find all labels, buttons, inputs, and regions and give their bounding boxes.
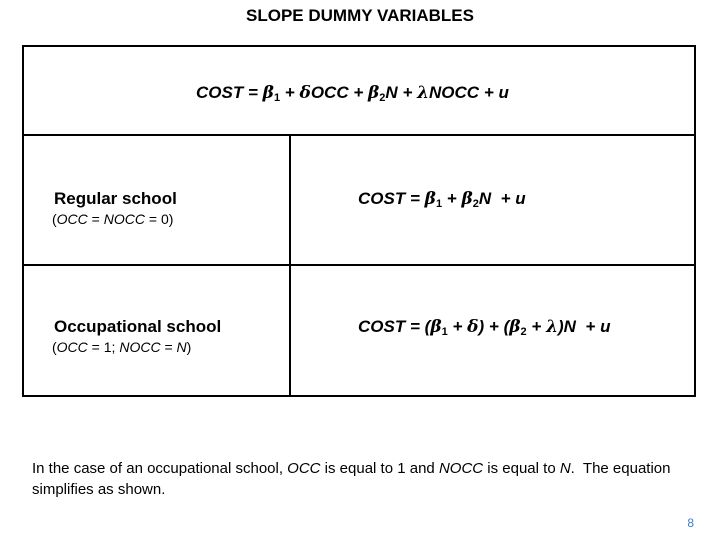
occupational-school-label: Occupational school	[54, 317, 222, 336]
cond-text: )	[186, 339, 192, 355]
note-n: N	[559, 460, 571, 477]
lambda-symbol: λ	[546, 317, 558, 337]
occupational-school-equation	[358, 317, 610, 337]
cond-nocc: NOCC	[119, 339, 161, 355]
plus-sign: +	[531, 317, 542, 336]
occupational-school-condition	[52, 339, 191, 355]
cond-text: =	[87, 211, 104, 227]
cond-n: N	[176, 339, 187, 355]
cond-text: (	[52, 339, 57, 355]
beta-symbol: β	[430, 317, 442, 337]
subscript: 2	[520, 326, 527, 338]
regular-school-equation	[358, 189, 526, 209]
eq-lhs: COST	[196, 83, 244, 102]
delta-symbol: δ	[299, 83, 311, 103]
regular-school-label: Regular school	[54, 189, 177, 208]
note-text: In the case of an occupational school,	[32, 460, 288, 477]
eq-equals: =	[409, 317, 420, 336]
term-n: N	[385, 83, 398, 102]
plus-sign: +	[500, 189, 511, 208]
term-u: u	[600, 317, 611, 336]
subscript: 2	[472, 198, 479, 210]
cond-occ: OCC	[56, 211, 88, 227]
term-occ: OCC	[310, 83, 349, 102]
eq-lhs: COST	[358, 189, 406, 208]
equation-table	[22, 45, 696, 397]
term-n: N	[563, 317, 576, 336]
plus-sign: +	[353, 83, 364, 102]
paren-close: )	[478, 317, 485, 336]
lambda-symbol: λ	[417, 83, 430, 103]
beta-symbol: β	[461, 189, 473, 209]
cond-text: =	[160, 339, 177, 355]
plus-sign: +	[488, 317, 499, 336]
cond-nocc: NOCC	[103, 211, 145, 227]
term-n: N	[478, 189, 492, 208]
cond-text: (	[52, 211, 57, 227]
note-text: . The equation simplifies as shown.	[32, 460, 675, 498]
cond-occ: OCC	[56, 339, 88, 355]
slide-title: SLOPE DUMMY VARIABLES	[246, 6, 474, 25]
subscript: 1	[441, 326, 448, 338]
paren-open: (	[424, 317, 431, 336]
eq-lhs: COST	[358, 317, 406, 336]
plus-sign: +	[452, 317, 463, 336]
note-text: is equal to 1 and	[320, 460, 439, 477]
table-divider-top	[24, 134, 694, 136]
term-nocc: NOCC	[429, 83, 480, 102]
term-u: u	[498, 83, 509, 102]
beta-symbol: β	[509, 317, 521, 337]
plus-sign: +	[402, 83, 413, 102]
eq-equals: =	[247, 83, 258, 102]
beta-symbol: β	[424, 189, 436, 209]
plus-sign: +	[585, 317, 596, 336]
note-text: is equal to	[483, 460, 560, 477]
cond-text: = 0)	[145, 211, 174, 227]
eq-equals: =	[409, 189, 420, 208]
subscript: 2	[379, 92, 386, 104]
paren-close: )	[557, 317, 564, 336]
beta-symbol: β	[262, 83, 274, 103]
paren-open: (	[503, 317, 510, 336]
subscript: 1	[435, 198, 443, 210]
delta-symbol: δ	[467, 317, 479, 337]
beta-symbol: β	[368, 83, 380, 103]
note-occ: OCC	[287, 460, 321, 477]
explanation-note	[32, 458, 675, 500]
table-divider-middle	[24, 264, 694, 266]
page-number: 8	[687, 516, 694, 530]
note-nocc: NOCC	[438, 460, 484, 477]
regular-school-condition	[52, 211, 173, 227]
plus-sign: +	[284, 83, 295, 102]
term-u: u	[515, 189, 526, 208]
full-model-equation	[196, 83, 509, 103]
cond-text: = 1;	[87, 339, 120, 355]
plus-sign: +	[446, 189, 457, 208]
subscript: 1	[273, 92, 281, 104]
plus-sign: +	[483, 83, 494, 102]
